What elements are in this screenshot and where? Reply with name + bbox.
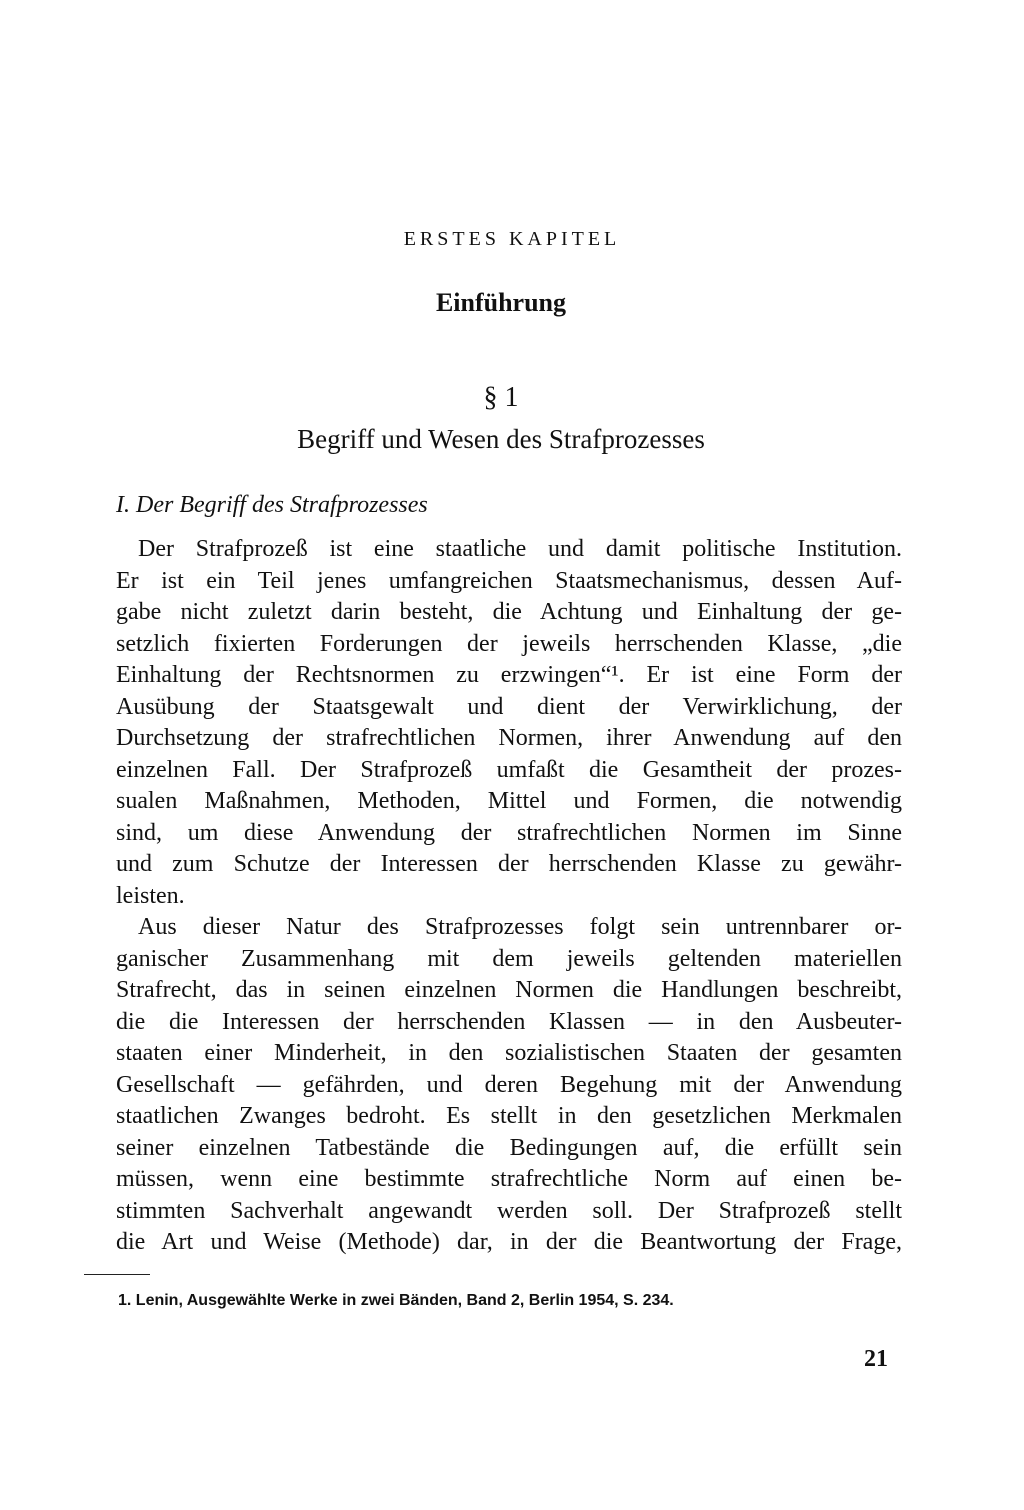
section-mark: § 1 (483, 382, 519, 413)
body-line: Strafrecht, das in seinen einzelnen Normen die Handlungen beschreibt, (116, 977, 902, 1003)
body-text (116, 534, 902, 1259)
body-line: seiner einzelnen Tatbestände die Bedingungen auf, die erfüllt sein (116, 1134, 902, 1161)
body-line: Ausübung der Staatsgewalt und dient der Verwirklichung, der (116, 693, 902, 720)
body-line: müssen, wenn eine bestimmte strafrechtliche Norm auf einen be- (116, 1166, 902, 1192)
body-line: Aus dieser Natur des Strafprozesses folgt sein untrennbarer or- (138, 914, 902, 940)
body-line: Er ist ein Teil jenes umfangreichen Staatsmechanismus, dessen Auf- (116, 567, 902, 594)
body-line: stimmten Sachverhalt angewandt werden soll. Der Strafprozeß stellt (116, 1197, 902, 1224)
body-line: staatlichen Zwanges bedroht. Es stellt in den gesetzlichen Merkmalen (116, 1103, 902, 1129)
body-line: einzelnen Fall. Der Strafprozeß umfaßt die Gesamtheit der prozes- (116, 756, 902, 783)
body-line: und zum Schutze der Interessen der herrschenden Klasse zu gewähr- (116, 851, 902, 877)
page-number: 21 (864, 1346, 888, 1372)
body-line: staaten einer Minderheit, in den sozialistischen Staaten der gesamten (116, 1040, 902, 1066)
body-line: ganischer Zusammenhang mit dem jeweils geltenden materiellen (116, 945, 902, 972)
section-title: Begriff und Wesen des Strafprozesses (297, 424, 705, 454)
chapter-label: ERSTES KAPITEL (403, 228, 621, 250)
footnote: 1. Lenin, Ausgewählte Werke in zwei Bänden, Band 2, Berlin 1954, S. 234. (118, 1292, 674, 1309)
body-line: setzlich fixierten Forderungen der jeweils herrschenden Klasse, „die (116, 630, 902, 657)
chapter-title: Einführung (435, 288, 567, 317)
footnote-divider (84, 1274, 150, 1275)
body-line: sualen Maßnahmen, Methoden, Mittel und Formen, die notwendig (116, 788, 902, 814)
body-line: gabe nicht zuletzt darin besteht, die Achtung und Einhaltung der ge- (116, 599, 902, 625)
subheading: I. Der Begriff des Strafprozesses (116, 492, 428, 518)
body-line: Einhaltung der Rechtsnormen zu erzwingen“¹. Er ist eine Form der (116, 662, 902, 688)
body-line: die die Interessen der herrschenden Klassen — in den Ausbeuter- (116, 1008, 902, 1035)
body-line: sind, um diese Anwendung der strafrechtlichen Normen im Sinne (116, 819, 902, 846)
body-line: leisten. (116, 882, 185, 909)
body-line: Gesellschaft — gefährden, und deren Begehung mit der Anwendung (116, 1071, 902, 1098)
body-line: die Art und Weise (Methode) dar, in der die Beantwortung der Frage, (116, 1229, 902, 1255)
body-line: Durchsetzung der strafrechtlichen Normen, ihrer Anwendung auf den (116, 725, 902, 751)
body-line: Der Strafprozeß ist eine staatliche und damit politische Institution. (138, 536, 902, 562)
